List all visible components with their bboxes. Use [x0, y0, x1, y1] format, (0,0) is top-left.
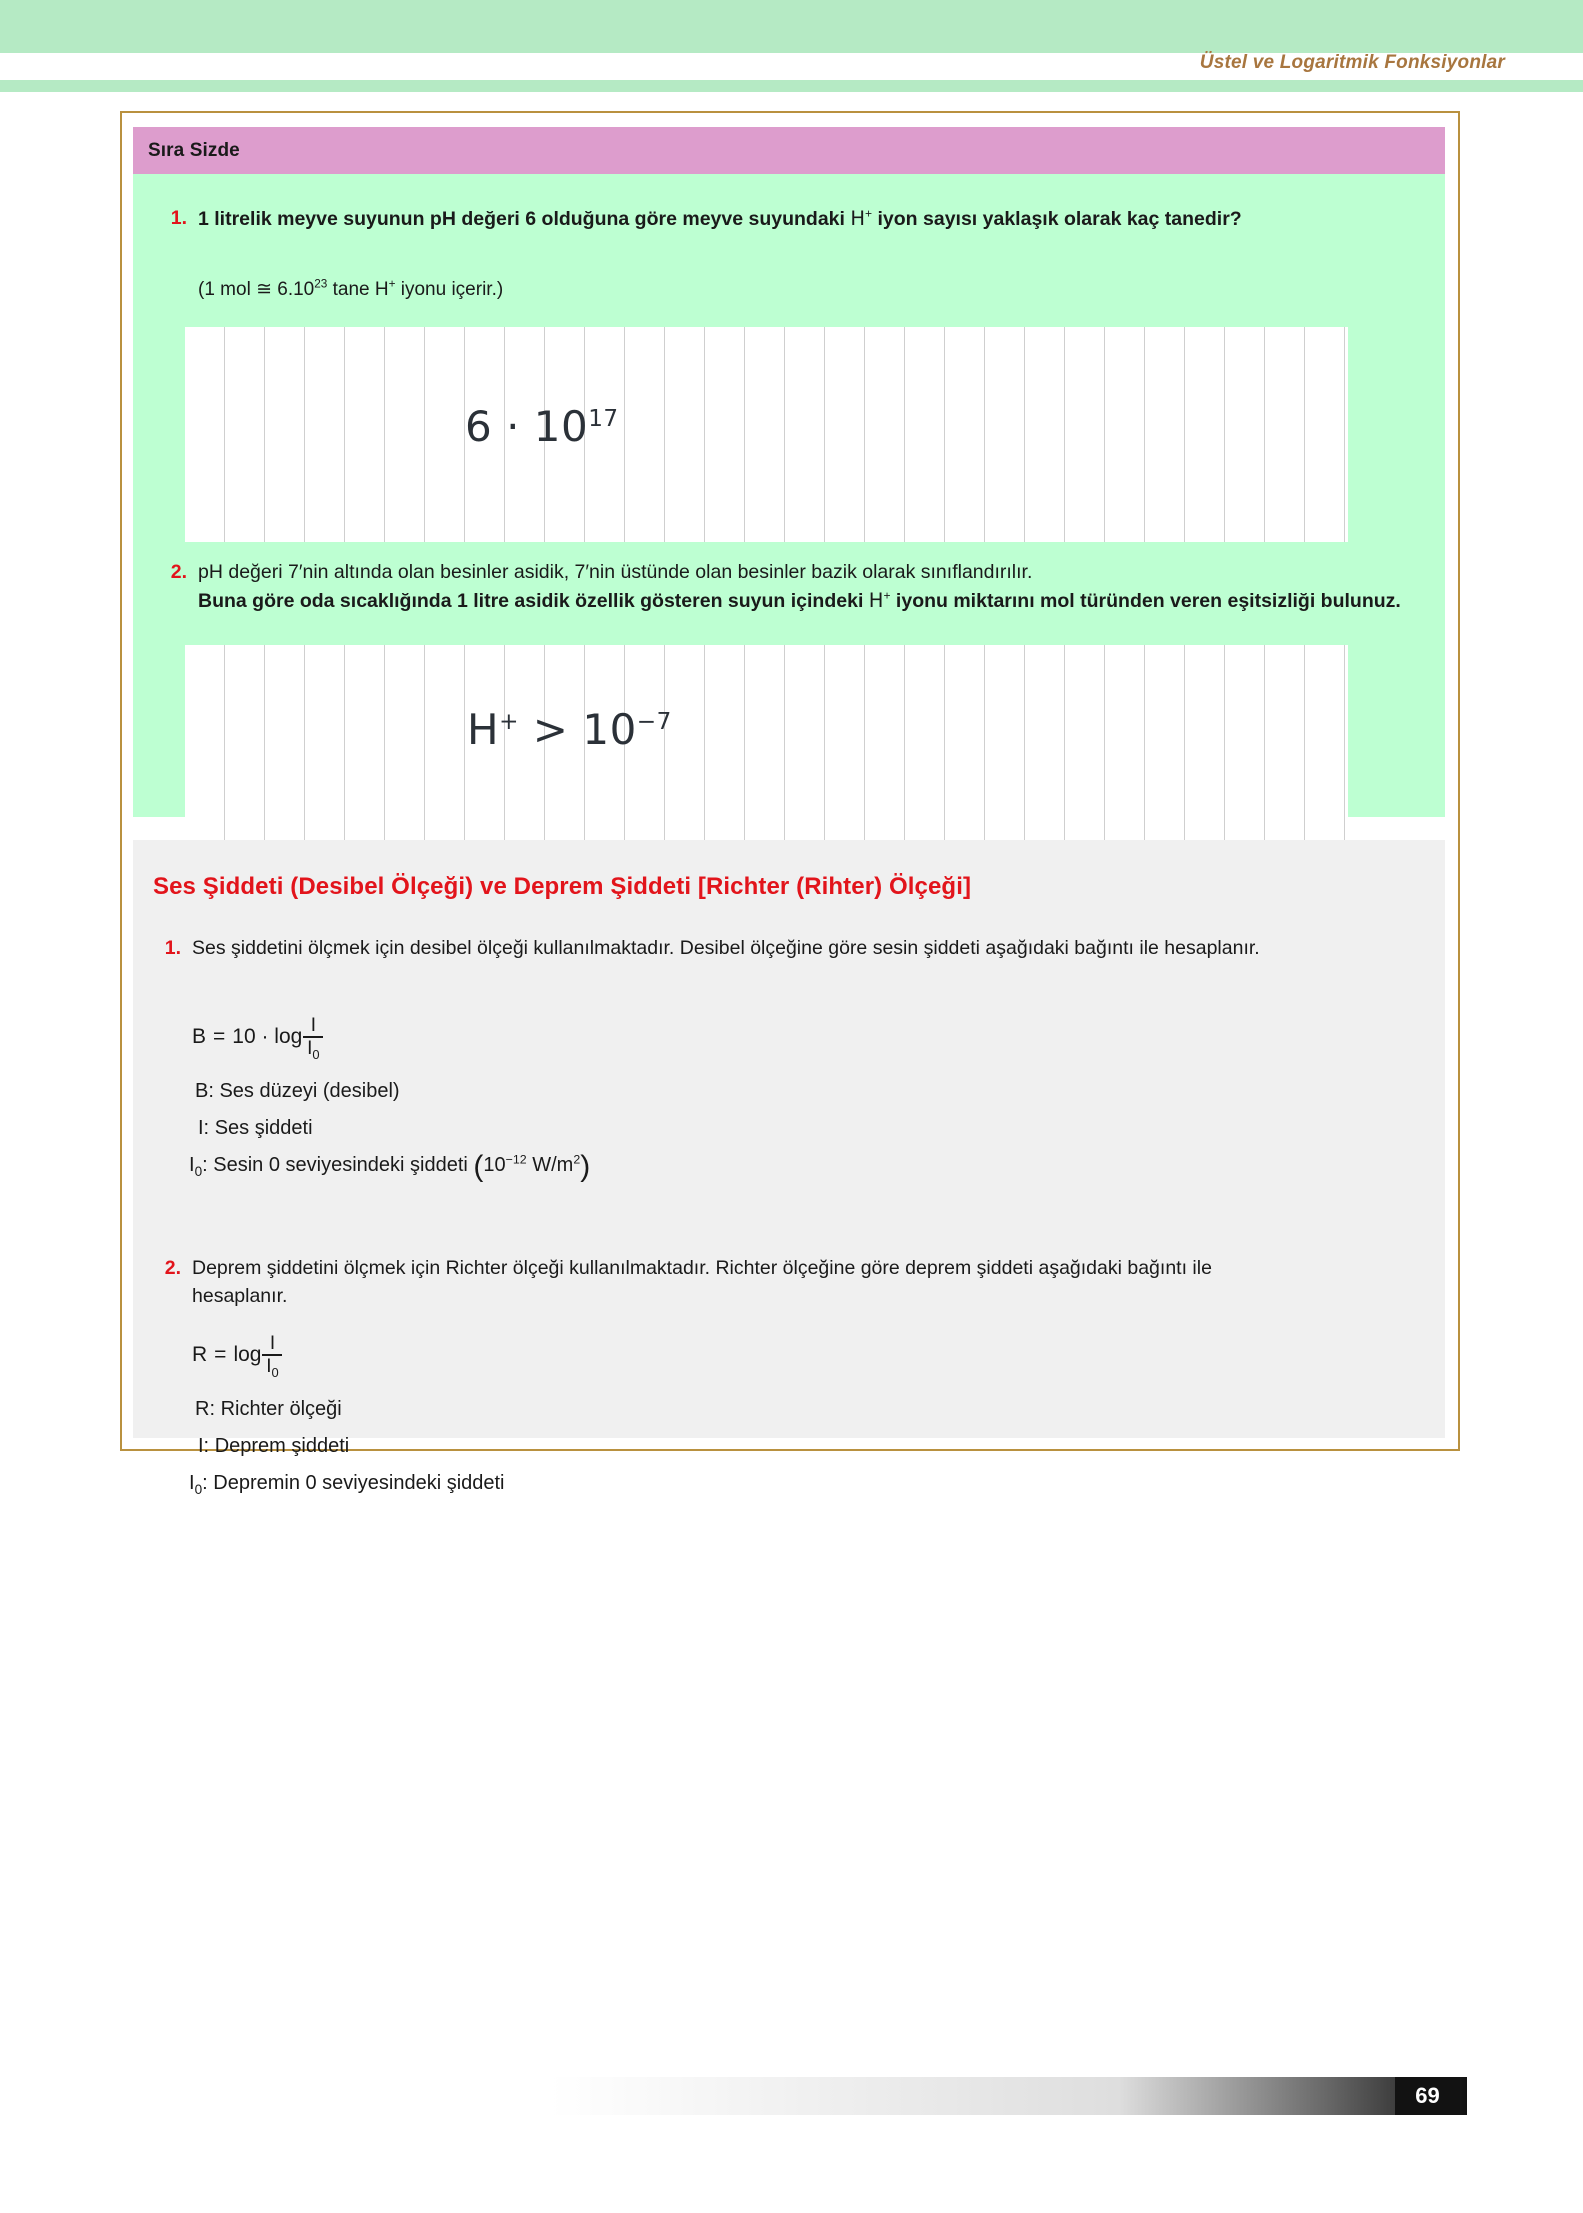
- richter-legend-r-symbol: R:: [195, 1398, 215, 1420]
- question-1-text-part2: iyon sayısı yaklaşık olarak kaç tanedir?: [872, 208, 1242, 230]
- theory-item-1-number: 1.: [164, 937, 181, 959]
- richter-fraction-denominator: [263, 1355, 281, 1380]
- question-2-text: [198, 559, 1401, 615]
- decibel-formula-lhs: B: [192, 1024, 207, 1048]
- theory-item-2-paragraph: Deprem şiddetini ölçmek için Richter ölçeği kullanılmaktadır. Richter ölçeğine göre deprem şiddeti aşağıdaki bağıntı ile hesaplanır.: [192, 1257, 1212, 1307]
- decibel-legend-i0: [189, 1149, 591, 1183]
- richter-legend-i: [198, 1435, 349, 1458]
- decibel-unit-squared: 2: [573, 1152, 581, 1167]
- question-2-number: 2.: [170, 561, 187, 583]
- richter-legend-i0-base: I: [189, 1472, 195, 1494]
- answer-2-mid: > 10: [518, 705, 637, 754]
- richter-formula-lhs: R: [192, 1342, 208, 1366]
- decibel-unit-exponent: −12: [505, 1152, 527, 1167]
- hydrogen-ion-symbol: H: [850, 207, 866, 230]
- theory-item-1-paragraph: Ses şiddetini ölçmek için desibel ölçeği kullanılmaktadır. Desibel ölçeğine göre sesin şiddeti aşağıdaki bağıntı ile hesaplanır.: [192, 937, 1260, 959]
- sira-sizde-title: Sıra Sizde: [148, 139, 240, 161]
- decibel-legend-i-desc: Ses şiddeti: [214, 1117, 313, 1139]
- decibel-legend-b-desc: Ses düzeyi (desibel): [219, 1080, 400, 1102]
- decibel-formula: [192, 1015, 323, 1062]
- decibel-unit-rest: W/m: [526, 1154, 574, 1176]
- handwritten-answer-1: [465, 402, 619, 451]
- richter-formula-equals: =: [214, 1342, 227, 1366]
- running-head: Üstel ve Logaritmik Fonksiyonlar: [1199, 52, 1505, 73]
- theory-panel: [133, 840, 1445, 1497]
- page-number: 69: [1395, 2077, 1460, 2115]
- decibel-den-base: I: [307, 1037, 313, 1059]
- question-1: [159, 205, 1419, 234]
- decibel-legend-b: [195, 1080, 400, 1103]
- decibel-legend-i0-desc: Sesin 0 seviyesindeki şiddeti: [213, 1154, 474, 1176]
- richter-legend-r: [195, 1398, 342, 1421]
- decibel-unit-close-paren: ): [580, 1149, 591, 1183]
- handwritten-answer-2: [467, 705, 672, 754]
- theory-item-2-number: 2.: [164, 1257, 181, 1279]
- hydrogen-ion-charge-2: +: [883, 588, 891, 603]
- note-suffix: tane H: [327, 279, 389, 300]
- note-ion-charge: +: [388, 277, 396, 291]
- richter-legend-i0-desc: Depremin 0 seviyesindeki şiddeti: [213, 1472, 505, 1494]
- decibel-legend-i0-base: I: [189, 1154, 195, 1176]
- question-1-number: 1.: [170, 207, 187, 229]
- richter-legend-i-desc: Deprem şiddeti: [214, 1435, 350, 1457]
- richter-formula: [192, 1333, 282, 1380]
- richter-formula-fraction: [262, 1333, 282, 1380]
- richter-legend-i-symbol: I:: [198, 1435, 210, 1457]
- decibel-formula-equals: =: [213, 1024, 226, 1048]
- richter-legend-r-desc: Richter ölçeği: [220, 1398, 342, 1420]
- note-end: iyonu içerir.): [395, 279, 504, 300]
- answer-grid-2[interactable]: [185, 645, 1348, 845]
- richter-den-subscript: 0: [271, 1364, 279, 1380]
- decibel-formula-fraction: [303, 1015, 323, 1062]
- decibel-unit-base: 10: [483, 1154, 506, 1176]
- answer-1-exponent: 17: [588, 406, 619, 432]
- decibel-fraction-numerator: I: [310, 1015, 316, 1036]
- decibel-legend-i0-colon: :: [202, 1154, 208, 1176]
- decibel-den-subscript: 0: [312, 1046, 320, 1062]
- answer-2-plus: +: [499, 709, 519, 735]
- sira-sizde-panel: [133, 127, 1445, 817]
- decibel-formula-coefficient: 10 · log: [232, 1024, 303, 1048]
- answer-1-base: 6 · 10: [465, 402, 589, 451]
- top-green-band-lower: [0, 80, 1583, 92]
- richter-formula-coefficient: log: [233, 1342, 262, 1366]
- hydrogen-ion-symbol-2: H: [868, 588, 884, 612]
- decibel-unit-open-paren: (: [473, 1149, 484, 1183]
- question-2: [159, 559, 1424, 615]
- decibel-legend-i-symbol: I:: [198, 1117, 210, 1139]
- note-prefix: (1 mol ≅ 6.10: [198, 279, 315, 300]
- theory-item-1: [153, 935, 1283, 963]
- question-2-line2b: iyonu miktarını mol türünden veren eşitsizliği bulunuz.: [890, 589, 1401, 612]
- top-green-band-upper: [0, 0, 1583, 53]
- hydrogen-ion-charge: +: [865, 206, 873, 221]
- richter-fraction-numerator: I: [269, 1333, 276, 1354]
- decibel-legend-i0-sub: 0: [194, 1164, 203, 1179]
- footer-gradient-bar: [550, 2077, 1467, 2115]
- theory-item-2: [153, 1255, 1293, 1310]
- richter-legend-i0-sub: 0: [194, 1482, 203, 1497]
- answer-2-base: H: [467, 705, 500, 754]
- question-1-text-part1: 1 litrelik meyve suyunun pH değeri 6 olduğuna göre meyve suyundaki: [198, 208, 851, 230]
- decibel-legend-b-symbol: B:: [195, 1080, 214, 1102]
- note-exponent: 23: [314, 277, 328, 291]
- answer-grid-1[interactable]: [185, 327, 1348, 542]
- question-1-note: [198, 277, 503, 304]
- decibel-legend-i: [198, 1117, 313, 1140]
- richter-legend-i0-colon: :: [202, 1472, 208, 1494]
- question-2-line1: pH değeri 7′nin altında olan besinler asidik, 7′nin üstünde olan besinler bazik olarak sınıflandırılır.: [198, 561, 1033, 583]
- theory-title: Ses Şiddeti (Desibel Ölçeği) ve Deprem Şiddeti [Richter (Rihter) Ölçeği]: [153, 873, 972, 900]
- richter-den-base: I: [266, 1355, 272, 1377]
- question-1-text: [198, 205, 1242, 234]
- sira-sizde-header: [133, 127, 1445, 174]
- answer-2-exponent: −7: [636, 709, 672, 735]
- richter-legend-i0: [189, 1472, 505, 1495]
- decibel-fraction-denominator: [304, 1037, 322, 1062]
- question-2-line2a: Buna göre oda sıcaklığında 1 litre asidik özellik gösteren suyun içindeki: [198, 589, 869, 612]
